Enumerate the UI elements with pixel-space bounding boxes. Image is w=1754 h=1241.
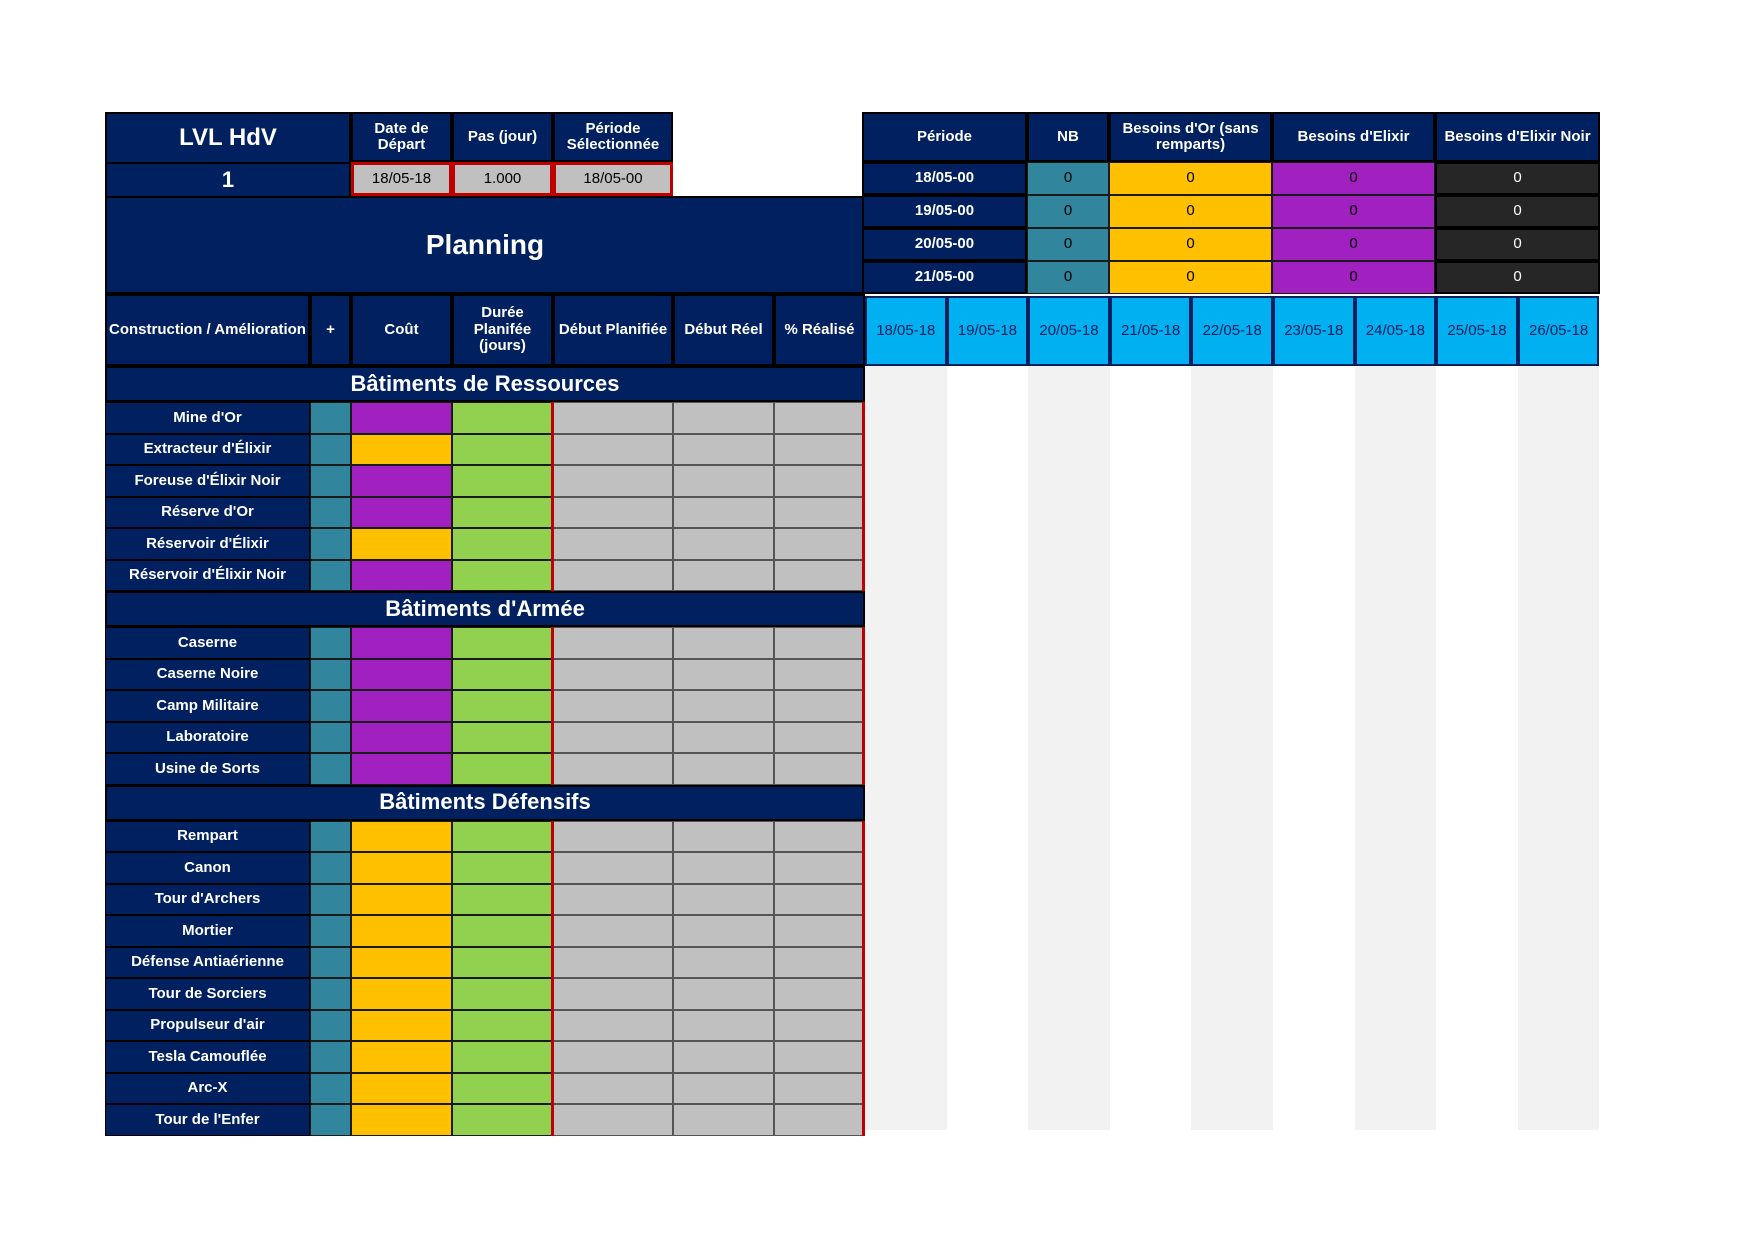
percent-done-cell[interactable] <box>774 1073 865 1105</box>
duration-cell[interactable] <box>452 434 553 466</box>
summary-elixir-cell: 0 <box>1272 162 1435 195</box>
selected-period-header: Période Sélectionnée <box>553 112 673 162</box>
duration-cell[interactable] <box>452 690 553 722</box>
duration-cell[interactable] <box>452 659 553 691</box>
timeline-date-header: 20/05-18 <box>1028 296 1110 366</box>
percent-done-cell[interactable] <box>774 852 865 884</box>
col-duration-header: Durée Planifée (jours) <box>452 294 553 366</box>
construction-name-cell: Caserne <box>105 627 310 659</box>
construction-name-cell: Réserve d'Or <box>105 497 310 529</box>
actual-start-cell[interactable] <box>673 627 774 659</box>
duration-cell[interactable] <box>452 915 553 947</box>
lvl-hdv-header: LVL HdV <box>105 112 351 164</box>
actual-start-cell[interactable] <box>673 1104 774 1136</box>
cost-cell[interactable] <box>351 497 452 529</box>
add-level-cell[interactable] <box>310 1073 351 1105</box>
task-table-right-divider <box>862 821 865 1136</box>
actual-start-cell[interactable] <box>673 947 774 979</box>
construction-name-cell: Extracteur d'Élixir <box>105 434 310 466</box>
timeline-day-column <box>1191 366 1273 1130</box>
percent-done-cell[interactable] <box>774 465 865 497</box>
actual-start-cell[interactable] <box>673 722 774 754</box>
planned-start-cell[interactable] <box>553 1073 673 1105</box>
timeline-date-header: 26/05-18 <box>1518 296 1600 366</box>
cost-cell[interactable] <box>351 821 452 853</box>
percent-done-cell[interactable] <box>774 528 865 560</box>
actual-start-cell[interactable] <box>673 465 774 497</box>
summary-period-cell: 19/05-00 <box>862 195 1027 228</box>
summary-period-header: Période <box>862 112 1027 162</box>
cost-cell[interactable] <box>351 947 452 979</box>
percent-done-cell[interactable] <box>774 821 865 853</box>
add-level-cell[interactable] <box>310 497 351 529</box>
planned-start-cell[interactable] <box>553 1104 673 1136</box>
percent-done-cell[interactable] <box>774 915 865 947</box>
planned-start-cell[interactable] <box>553 659 673 691</box>
step-header: Pas (jour) <box>452 112 553 162</box>
cost-cell[interactable] <box>351 402 452 434</box>
col-percent-header: % Réalisé <box>774 294 865 366</box>
lvl-hdv-value[interactable]: 1 <box>105 162 351 198</box>
construction-name-cell: Propulseur d'air <box>105 1010 310 1042</box>
planned-start-cell[interactable] <box>553 690 673 722</box>
actual-start-cell[interactable] <box>673 915 774 947</box>
col-actual-start-header: Début Réel <box>673 294 774 366</box>
planned-start-cell[interactable] <box>553 978 673 1010</box>
actual-start-cell[interactable] <box>673 434 774 466</box>
construction-name-cell: Défense Antiaérienne <box>105 947 310 979</box>
cost-cell[interactable] <box>351 1104 452 1136</box>
construction-name-cell: Réservoir d'Élixir Noir <box>105 560 310 592</box>
selected-period-input[interactable]: 18/05-00 <box>553 162 673 196</box>
cost-cell[interactable] <box>351 690 452 722</box>
step-input[interactable]: 1.000 <box>452 162 553 196</box>
construction-name-cell: Tesla Camouflée <box>105 1041 310 1073</box>
cost-cell[interactable] <box>351 884 452 916</box>
percent-done-cell[interactable] <box>774 434 865 466</box>
duration-cell[interactable] <box>452 1073 553 1105</box>
summary-elixir-cell: 0 <box>1272 195 1435 228</box>
duration-cell[interactable] <box>452 528 553 560</box>
duration-cell[interactable] <box>452 978 553 1010</box>
planned-start-cell[interactable] <box>553 434 673 466</box>
planning-title: Planning <box>105 196 865 294</box>
actual-start-cell[interactable] <box>673 821 774 853</box>
duration-cell[interactable] <box>452 465 553 497</box>
percent-done-cell[interactable] <box>774 722 865 754</box>
actual-start-cell[interactable] <box>673 978 774 1010</box>
add-level-cell[interactable] <box>310 722 351 754</box>
construction-name-cell: Camp Militaire <box>105 690 310 722</box>
duration-cell[interactable] <box>452 627 553 659</box>
start-date-input[interactable]: 18/05-18 <box>351 162 452 196</box>
construction-name-cell: Mortier <box>105 915 310 947</box>
duration-cell[interactable] <box>452 753 553 785</box>
summary-nb-cell: 0 <box>1027 195 1109 228</box>
add-level-cell[interactable] <box>310 978 351 1010</box>
add-level-cell[interactable] <box>310 528 351 560</box>
add-level-cell[interactable] <box>310 821 351 853</box>
planned-start-cell[interactable] <box>553 497 673 529</box>
task-table-right-divider <box>862 627 865 785</box>
construction-name-cell: Caserne Noire <box>105 659 310 691</box>
section-title: Bâtiments d'Armée <box>105 591 865 627</box>
summary-dark-cell: 0 <box>1435 228 1600 261</box>
timeline-date-header: 21/05-18 <box>1110 296 1192 366</box>
actual-start-cell[interactable] <box>673 497 774 529</box>
timeline-day-column <box>1028 366 1110 1130</box>
col-cost-header: Coût <box>351 294 452 366</box>
planned-start-cell[interactable] <box>553 560 673 592</box>
duration-cell[interactable] <box>452 1041 553 1073</box>
construction-name-cell: Tour de l'Enfer <box>105 1104 310 1136</box>
cost-cell[interactable] <box>351 659 452 691</box>
percent-done-cell[interactable] <box>774 560 865 592</box>
add-level-cell[interactable] <box>310 560 351 592</box>
construction-name-cell: Foreuse d'Élixir Noir <box>105 465 310 497</box>
summary-gold-cell: 0 <box>1109 195 1272 228</box>
cost-cell[interactable] <box>351 1010 452 1042</box>
duration-cell[interactable] <box>452 497 553 529</box>
construction-name-cell: Réservoir d'Élixir <box>105 528 310 560</box>
timeline-day-column <box>865 366 947 1130</box>
percent-done-cell[interactable] <box>774 1104 865 1136</box>
col-plus-header: + <box>310 294 351 366</box>
cost-cell[interactable] <box>351 852 452 884</box>
cost-cell[interactable] <box>351 753 452 785</box>
planned-start-cell[interactable] <box>553 947 673 979</box>
summary-nb-cell: 0 <box>1027 228 1109 261</box>
summary-elixir-cell: 0 <box>1272 261 1435 294</box>
actual-start-cell[interactable] <box>673 1073 774 1105</box>
timeline-date-header: 25/05-18 <box>1436 296 1518 366</box>
construction-name-cell: Laboratoire <box>105 722 310 754</box>
percent-done-cell[interactable] <box>774 627 865 659</box>
start-date-header: Date de Départ <box>351 112 452 162</box>
cost-cell[interactable] <box>351 722 452 754</box>
cost-cell[interactable] <box>351 465 452 497</box>
duration-cell[interactable] <box>452 1104 553 1136</box>
summary-gold-header: Besoins d'Or (sans remparts) <box>1109 112 1272 162</box>
add-level-cell[interactable] <box>310 1010 351 1042</box>
add-level-cell[interactable] <box>310 690 351 722</box>
planned-start-divider <box>551 627 554 785</box>
add-level-cell[interactable] <box>310 659 351 691</box>
timeline-day-column <box>1518 366 1600 1130</box>
actual-start-cell[interactable] <box>673 884 774 916</box>
construction-name-cell: Tour de Sorciers <box>105 978 310 1010</box>
summary-dark-header: Besoins d'Elixir Noir <box>1435 112 1600 162</box>
timeline-date-header: 19/05-18 <box>947 296 1029 366</box>
actual-start-cell[interactable] <box>673 528 774 560</box>
actual-start-cell[interactable] <box>673 659 774 691</box>
col-planned-start-header: Début Planifiée <box>553 294 673 366</box>
planned-start-cell[interactable] <box>553 821 673 853</box>
add-level-cell[interactable] <box>310 434 351 466</box>
cost-cell[interactable] <box>351 434 452 466</box>
cost-cell[interactable] <box>351 1073 452 1105</box>
planned-start-cell[interactable] <box>553 627 673 659</box>
summary-nb-cell: 0 <box>1027 261 1109 294</box>
summary-period-cell: 20/05-00 <box>862 228 1027 261</box>
planned-start-cell[interactable] <box>553 753 673 785</box>
timeline-date-header: 24/05-18 <box>1355 296 1437 366</box>
timeline-date-header: 23/05-18 <box>1273 296 1355 366</box>
summary-period-cell: 21/05-00 <box>862 261 1027 294</box>
planned-start-divider <box>551 821 554 1136</box>
section-title: Bâtiments de Ressources <box>105 366 865 402</box>
cost-cell[interactable] <box>351 978 452 1010</box>
percent-done-cell[interactable] <box>774 1041 865 1073</box>
actual-start-cell[interactable] <box>673 690 774 722</box>
planned-start-cell[interactable] <box>553 465 673 497</box>
construction-name-cell: Mine d'Or <box>105 402 310 434</box>
cost-cell[interactable] <box>351 627 452 659</box>
planned-start-cell[interactable] <box>553 528 673 560</box>
planned-start-cell[interactable] <box>553 1041 673 1073</box>
section-title: Bâtiments Défensifs <box>105 785 865 821</box>
summary-gold-cell: 0 <box>1109 261 1272 294</box>
construction-name-cell: Rempart <box>105 821 310 853</box>
planned-start-divider <box>551 402 554 591</box>
add-level-cell[interactable] <box>310 1041 351 1073</box>
cost-cell[interactable] <box>351 560 452 592</box>
actual-start-cell[interactable] <box>673 1041 774 1073</box>
add-level-cell[interactable] <box>310 915 351 947</box>
actual-start-cell[interactable] <box>673 402 774 434</box>
summary-gold-cell: 0 <box>1109 162 1272 195</box>
construction-name-cell: Canon <box>105 852 310 884</box>
duration-cell[interactable] <box>452 402 553 434</box>
percent-done-cell[interactable] <box>774 947 865 979</box>
add-level-cell[interactable] <box>310 753 351 785</box>
duration-cell[interactable] <box>452 947 553 979</box>
percent-done-cell[interactable] <box>774 497 865 529</box>
percent-done-cell[interactable] <box>774 659 865 691</box>
actual-start-cell[interactable] <box>673 560 774 592</box>
duration-cell[interactable] <box>452 1010 553 1042</box>
construction-name-cell: Tour d'Archers <box>105 884 310 916</box>
add-level-cell[interactable] <box>310 402 351 434</box>
duration-cell[interactable] <box>452 852 553 884</box>
actual-start-cell[interactable] <box>673 753 774 785</box>
planned-start-cell[interactable] <box>553 852 673 884</box>
add-level-cell[interactable] <box>310 852 351 884</box>
construction-name-cell: Arc-X <box>105 1073 310 1105</box>
task-table-right-divider <box>862 402 865 591</box>
summary-elixir-cell: 0 <box>1272 228 1435 261</box>
percent-done-cell[interactable] <box>774 690 865 722</box>
summary-nb-header: NB <box>1027 112 1109 162</box>
summary-dark-cell: 0 <box>1435 261 1600 294</box>
cost-cell[interactable] <box>351 1041 452 1073</box>
planned-start-cell[interactable] <box>553 722 673 754</box>
col-construction-header: Construction / Amélioration <box>105 294 310 366</box>
planned-start-cell[interactable] <box>553 1010 673 1042</box>
actual-start-cell[interactable] <box>673 852 774 884</box>
add-level-cell[interactable] <box>310 465 351 497</box>
timeline-date-header: 22/05-18 <box>1191 296 1273 366</box>
summary-gold-cell: 0 <box>1109 228 1272 261</box>
add-level-cell[interactable] <box>310 884 351 916</box>
percent-done-cell[interactable] <box>774 753 865 785</box>
construction-name-cell: Usine de Sorts <box>105 753 310 785</box>
add-level-cell[interactable] <box>310 1104 351 1136</box>
cost-cell[interactable] <box>351 528 452 560</box>
duration-cell[interactable] <box>452 722 553 754</box>
duration-cell[interactable] <box>452 821 553 853</box>
planned-start-cell[interactable] <box>553 884 673 916</box>
add-level-cell[interactable] <box>310 947 351 979</box>
duration-cell[interactable] <box>452 560 553 592</box>
summary-dark-cell: 0 <box>1435 195 1600 228</box>
percent-done-cell[interactable] <box>774 402 865 434</box>
planned-start-cell[interactable] <box>553 915 673 947</box>
summary-elixir-header: Besoins d'Elixir <box>1272 112 1435 162</box>
duration-cell[interactable] <box>452 884 553 916</box>
percent-done-cell[interactable] <box>774 1010 865 1042</box>
actual-start-cell[interactable] <box>673 1010 774 1042</box>
add-level-cell[interactable] <box>310 627 351 659</box>
percent-done-cell[interactable] <box>774 884 865 916</box>
summary-nb-cell: 0 <box>1027 162 1109 195</box>
summary-dark-cell: 0 <box>1435 162 1600 195</box>
timeline-day-column <box>1355 366 1437 1130</box>
percent-done-cell[interactable] <box>774 978 865 1010</box>
timeline-date-header: 18/05-18 <box>865 296 947 366</box>
summary-period-cell: 18/05-00 <box>862 162 1027 195</box>
planned-start-cell[interactable] <box>553 402 673 434</box>
cost-cell[interactable] <box>351 915 452 947</box>
